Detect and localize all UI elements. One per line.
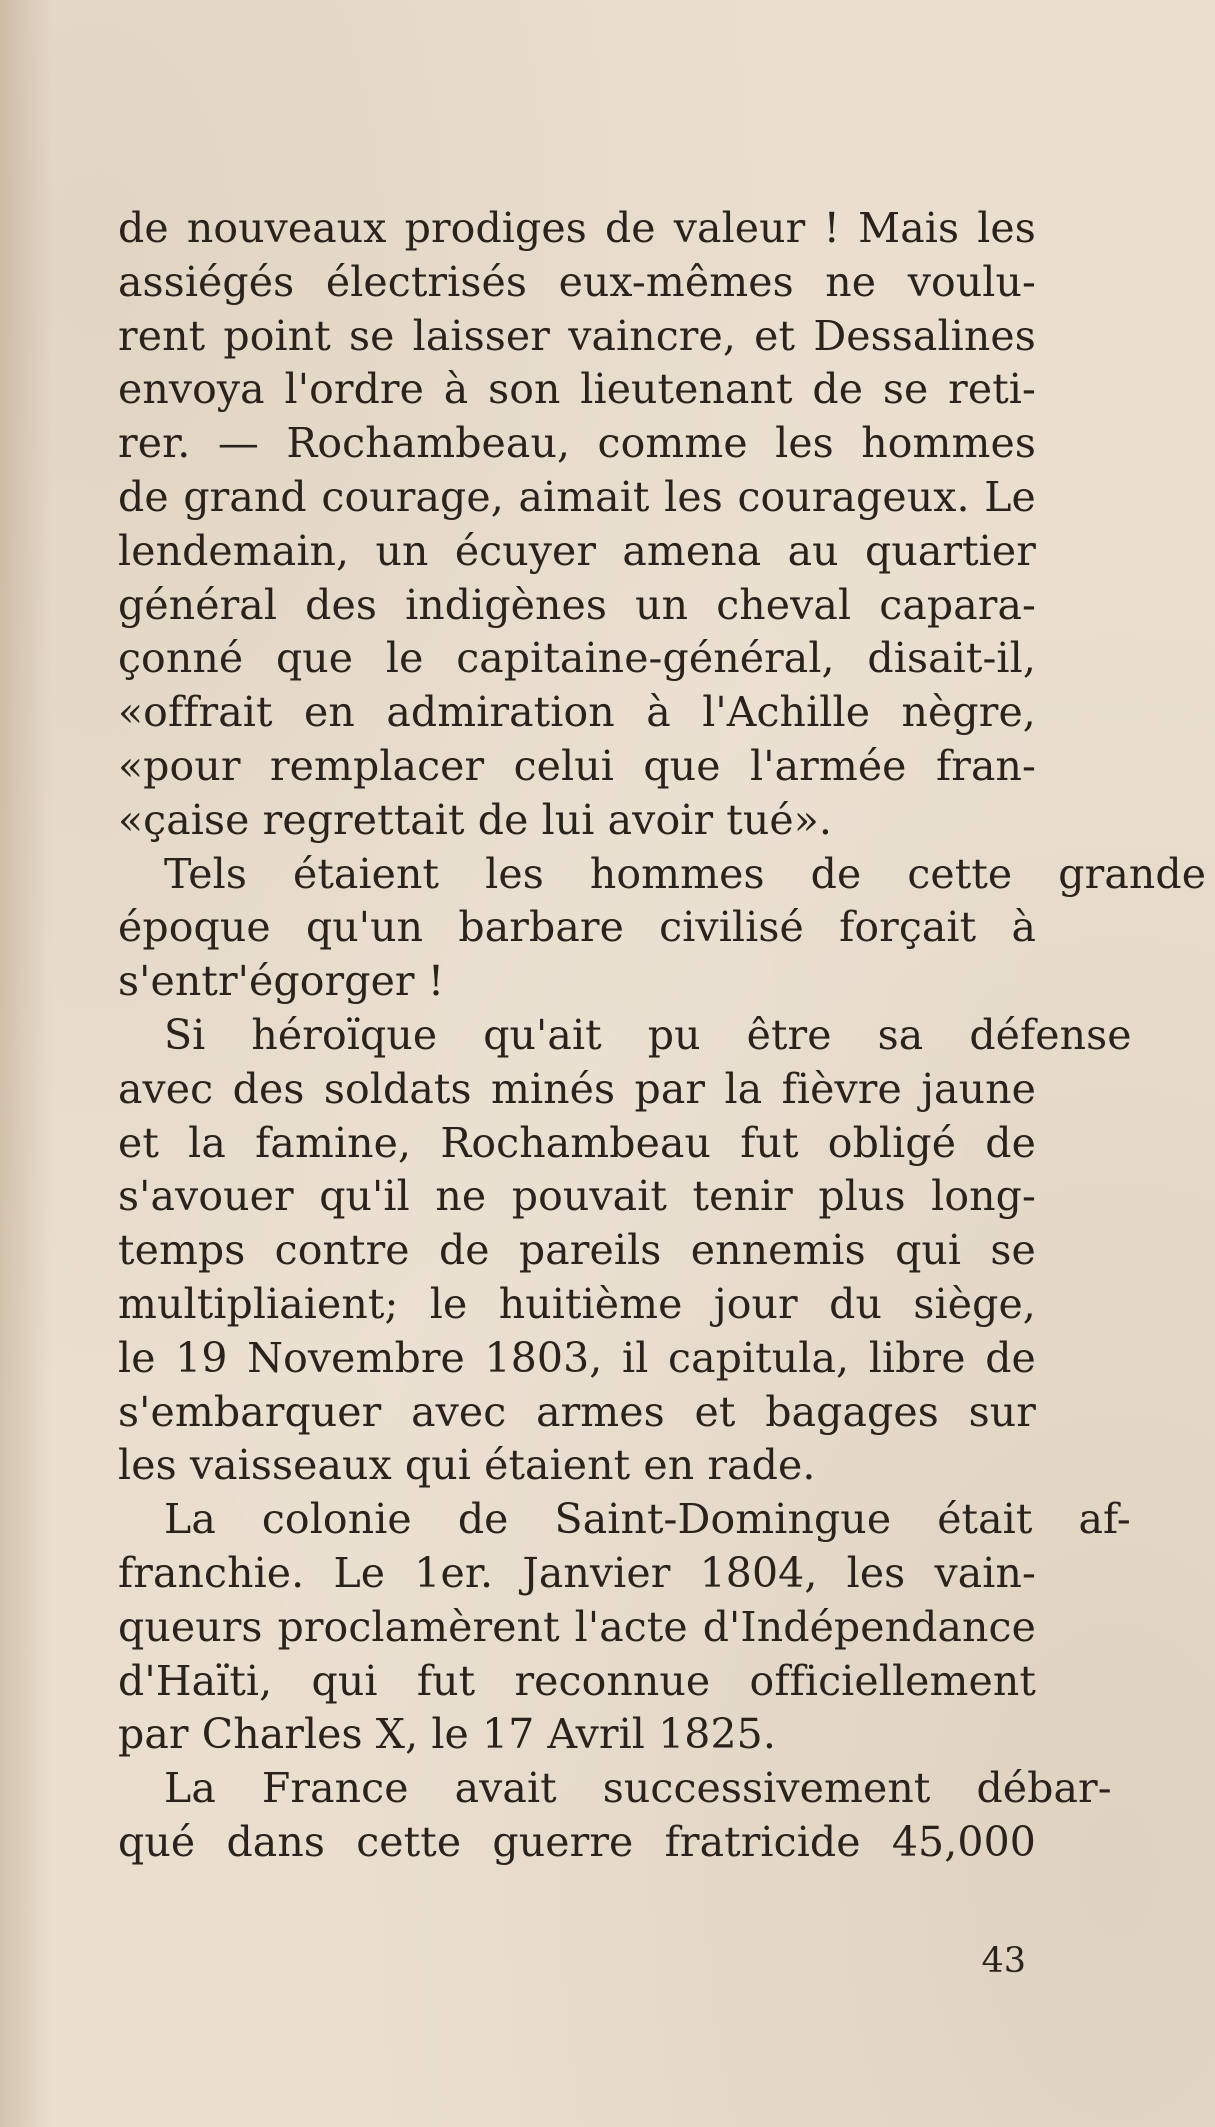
text-line: La colonie de Saint-Domingue était af-	[164, 1495, 1131, 1544]
text-line: Si héroïque qu'ait pu être sa défense	[164, 1010, 1132, 1059]
text-line: multipliaient; le huitième jour du siège,	[118, 1279, 1036, 1328]
text-line: franchie. Le 1er. Janvier 1804, les vain-	[118, 1548, 1036, 1597]
text-line: rent point se laisser vaincre, et Dessalines	[118, 311, 1036, 360]
page-number: 43	[981, 1941, 1026, 1981]
page-edge-shadow	[0, 0, 52, 2127]
text-line: s'entr'égorger !	[118, 957, 445, 1006]
text-line: époque qu'un barbare civilisé forçait à	[118, 903, 1036, 952]
text-line: avec des soldats minés par la fièvre jaune	[118, 1064, 1036, 1113]
text-line: «offrait en admiration à l'Achille nègre,	[118, 688, 1036, 737]
text-line: «pour remplacer celui que l'armée fran-	[118, 741, 1036, 790]
text-line: s'avouer qu'il ne pouvait tenir plus long-	[118, 1172, 1036, 1221]
text-line: le 19 Novembre 1803, il capitula, libre de	[118, 1333, 1036, 1382]
text-line: envoya l'ordre à son lieutenant de se reti-	[118, 365, 1036, 414]
text-line: Tels étaient les hommes de cette grande	[164, 849, 1207, 898]
text-line: queurs proclamèrent l'acte d'Indépendance	[118, 1602, 1036, 1651]
text-line: d'Haïti, qui fut reconnue officiellement	[118, 1656, 1036, 1705]
text-line: par Charles X, le 17 Avril 1825.	[118, 1710, 776, 1759]
text-line: temps contre de pareils ennemis qui se	[118, 1226, 1036, 1275]
text-line: s'embarquer avec armes et bagages sur	[118, 1387, 1036, 1436]
body-text	[118, 202, 1207, 1870]
text-line: et la famine, Rochambeau fut obligé de	[118, 1118, 1036, 1167]
text-line: çonné que le capitaine-général, disait-il,	[118, 634, 1036, 683]
text-line: rer. — Rochambeau, comme les hommes	[118, 419, 1036, 468]
text-line: qué dans cette guerre fratricide 45,000	[118, 1817, 1036, 1866]
text-line: lendemain, un écuyer amena au quartier	[118, 526, 1036, 575]
text-line: La France avait successivement débar-	[164, 1764, 1112, 1813]
text-line: «çaise regrettait de lui avoir tué».	[118, 795, 833, 844]
text-line: de nouveaux prodiges de valeur ! Mais les	[118, 204, 1036, 252]
text-line: assiégés électrisés eux-mêmes ne voulu-	[118, 257, 1036, 306]
text-line: général des indigènes un cheval capara-	[118, 580, 1036, 629]
text-line: les vaisseaux qui étaient en rade.	[118, 1441, 816, 1490]
text-line: de grand courage, aimait les courageux. Le	[118, 472, 1036, 521]
